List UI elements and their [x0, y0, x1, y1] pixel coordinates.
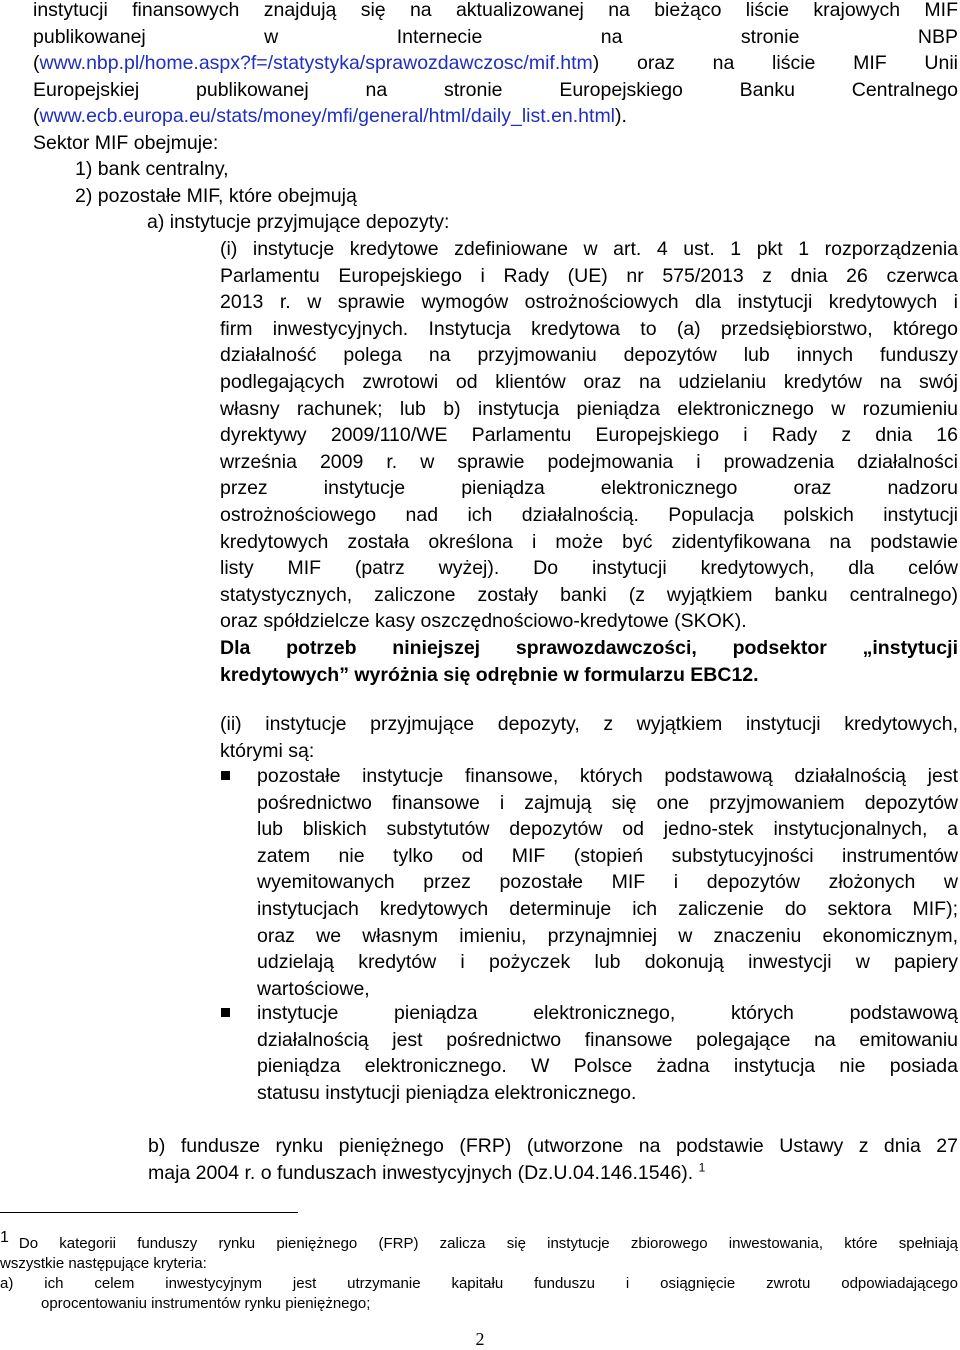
bold-note-line: Dla potrzeb niniejszej sprawozdawczości, podsektor „instytucji [220, 636, 958, 659]
intro-paragraph [33, 0, 958, 130]
text-line: (i) instytucje kredytowe zdefiniowane w art. 4 ust. 1 pkt 1 rozporządzenia [220, 238, 958, 260]
text-line: statusu instytucji pieniądza elektronicznego. [257, 1081, 637, 1104]
ecb-link[interactable]: www.ecb.europa.eu/stats/money/mfi/general/html/daily_list.en.html [39, 105, 616, 128]
text-line: pieniądza elektronicznego. W Polsce żadna instytucja nie posiada [257, 1055, 958, 1078]
paragraph-ii [220, 711, 958, 764]
text-line: Parlamentu Europejskiego i Rady (UE) nr 575/2013 z dnia 26 czerwca [220, 264, 958, 287]
text-line: maja 2004 r. o funduszach inwestycyjnych (Dz.U.04.146.1546). $^1$ [148, 1160, 706, 1184]
text-line: zatem nie tylko od MIF (stopień substytucyjności instrumentów [257, 844, 958, 867]
text-line: pośrednictwo finansowe i zajmują się one przyjmowaniem depozytów [257, 791, 958, 814]
text-line: działalnością jest pośrednictwo finansowe polegające na emitowaniu [257, 1028, 958, 1051]
text-line: oraz spółdzielcze kasy oszczędnościowo-kredytowe (SKOK). [220, 610, 747, 633]
bullet-item-1 [257, 763, 958, 1002]
bold-note-line: kredytowych” wyróżnia się odrębnie w formularzu EBC12. [220, 663, 759, 686]
page-number: 2 [475, 1329, 485, 1349]
text-line: b) fundusze rynku pieniężnego (FRP) (utworzone na podstawie Ustawy z dnia 27 [148, 1135, 958, 1157]
sector-heading: Sektor MIF obejmuje: [33, 132, 219, 154]
text-line: listy MIF (patrz wyżej). Do instytucji kredytowych, dla celów [220, 557, 958, 580]
sector-item-1: 1) bank centralny, [75, 158, 229, 180]
text-line: września 2009 r. w sprawie podejmowania i prowadzenia działalności [220, 450, 958, 473]
footnote-line: a) ich celem inwestycyjnym jest utrzymanie kapitału funduszu i osiągnięcie zwrotu odpowiadającego [0, 1275, 958, 1292]
sector-item-2: 2) pozostałe MIF, które obejmują [75, 185, 357, 207]
text-line: wartościowe, [257, 977, 370, 1000]
text-line: statystycznych, zaliczone zostały banki (z wyjątkiem banku centralnego) [220, 583, 958, 606]
text-line: ostrożnościowego nad ich działalnością. Populacja polskich instytucji [220, 503, 958, 526]
text-line: działalność polega na przyjmowaniu depozytów lub innych funduszy [220, 344, 958, 367]
text-line: oraz we własnym imieniu, przynajmniej w znaczeniu ekonomicznym, [257, 924, 958, 947]
text-line: lub bliskich substytutów depozytów od jedno-stek instytucjonalnych, a [257, 818, 958, 841]
text-line: firm inwestycyjnych. Instytucja kredytowa to (a) przedsiębiorstwo, którego [220, 317, 958, 340]
text-line: pozostałe instytucje finansowe, których podstawową działalnością jest [257, 765, 958, 787]
paragraph-b [148, 1133, 958, 1186]
bullet-square-icon [221, 771, 230, 780]
footnote-line: 1 Do kategorii funduszy rynku pieniężnego (FRP) zalicza się instytucje zbiorowego inwestowania, które spełniają [0, 1229, 958, 1252]
text-line: instytucje pieniądza elektronicznego, których podstawową [257, 1002, 958, 1024]
bullet-square-icon [221, 1008, 230, 1017]
text-line: którymi są: [220, 739, 315, 762]
intro-line: Europejskiej publikowanej na stronie Europejskiego Banku Centralnego [33, 78, 958, 101]
footnote-line: oprocentowaniu instrumentów rynku pieniężnego; [41, 1295, 371, 1312]
text-line: własny rachunek; lub b) instytucja pieniądza elektronicznego w rozumieniu [220, 397, 958, 420]
intro-line: publikowanej w Internecie na stronie NBP [33, 25, 958, 48]
text-line: podlegających zwrotowi od klientów oraz na udzielaniu kredytów na swój [220, 370, 958, 393]
text-line: kredytowych została określona i może być zidentyfikowana na podstawie [220, 530, 958, 553]
intro-line: instytucji finansowych znajdują się na aktualizowanej na bieżąco liście krajowych MIF [33, 0, 958, 21]
footnote-marker: 1 [0, 1229, 9, 1246]
paragraph-i [220, 236, 958, 688]
intro-line: (www.ecb.europa.eu/stats/money/mfi/general/html/daily_list.en.html). [33, 105, 627, 128]
text-line: instytucjach kredytowych determinuje ich zaliczenie do sektora MIF); [257, 897, 958, 920]
text-line: dyrektywy 2009/110/WE Parlamentu Europejskiego i Rady z dnia 16 [220, 424, 958, 447]
footnote-reference[interactable]: 1 [698, 1160, 706, 1175]
footnote-line: wszystkie następujące kryteria: [0, 1255, 207, 1272]
text-line: przez instytucje pieniądza elektronicznego oraz nadzoru [220, 477, 958, 500]
footnote [0, 1228, 958, 1314]
sector-item-2a: a) instytucje przyjmujące depozyty: [147, 211, 450, 233]
text-line: (ii) instytucje przyjmujące depozyty, z wyjątkiem instytucji kredytowych, [220, 713, 958, 735]
text-line: wyemitowanych przez pozostałe MIF i depozytów złożonych w [257, 871, 958, 894]
intro-line: (www.nbp.pl/home.aspx?f=/statystyka/sprawozdawczosc/mif.htm) oraz na liście MIF Unii [33, 52, 958, 75]
footnote-separator [0, 1212, 298, 1213]
bullet-item-2 [257, 1000, 958, 1106]
text-line: 2013 r. w sprawie wymogów ostrożnościowych dla instytucji kredytowych i [220, 291, 958, 314]
nbp-link[interactable]: www.nbp.pl/home.aspx?f=/statystyka/sprawozdawczosc/mif.htm [39, 52, 593, 75]
text-line: udzielają kredytów i pożyczek lub dokonują inwestycji w papiery [257, 951, 958, 974]
